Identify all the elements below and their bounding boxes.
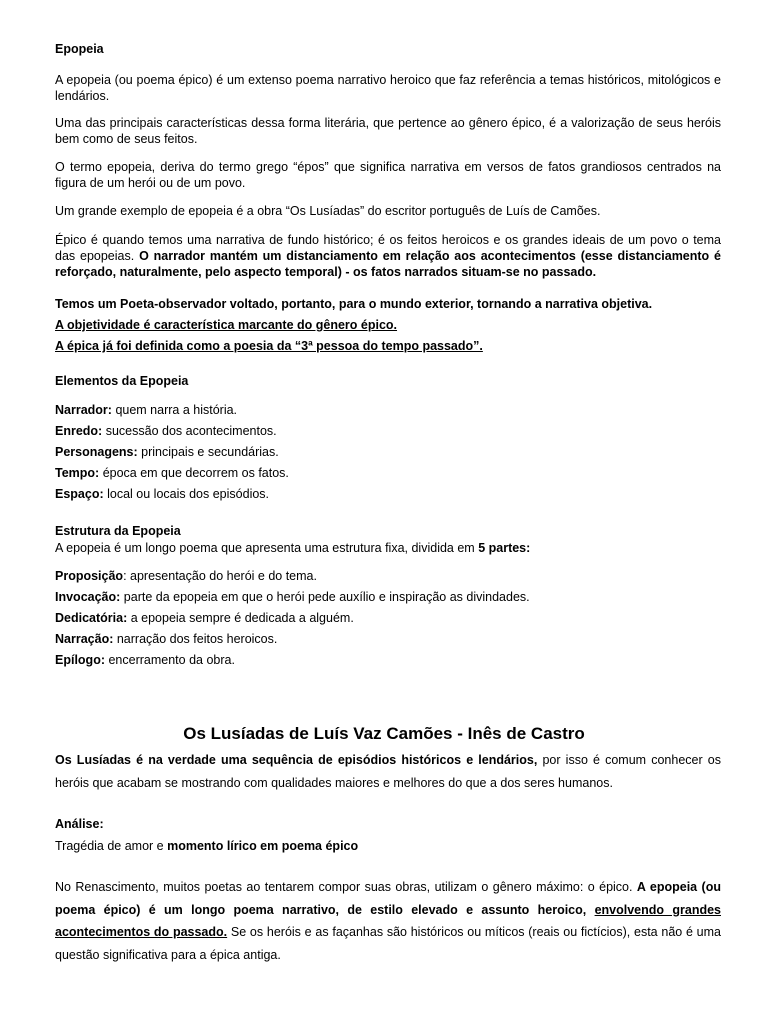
paragraph-renascimento xyxy=(55,876,721,966)
list-item xyxy=(55,631,721,652)
statement-definition xyxy=(55,338,721,354)
intro-text: A epopeia é um longo poema que apresenta uma estrutura fixa, dividida em xyxy=(55,541,479,555)
definition-text: A épica já foi definida como a poesia da “3ª pessoa do tempo passado”. xyxy=(55,339,483,353)
lusiadas-bold: Os Lusíadas é na verdade uma sequência de episódios históricos e lendários, xyxy=(55,753,538,767)
item-desc: parte da epopeia em que o herói pede auxílio e inspiração as divindades. xyxy=(120,590,530,604)
section-title-elementos: Elementos da Epopeia xyxy=(55,374,189,388)
estrutura-list xyxy=(55,568,721,673)
paragraph-epic xyxy=(55,232,721,280)
item-term: Invocação: xyxy=(55,590,121,604)
item-term: Proposição xyxy=(55,569,124,583)
paragraph-example: Um grande exemplo de epopeia é a obra “Os Lusíadas” do escritor português de Luís de Camões. xyxy=(55,204,601,218)
item-desc: época em que decorrem os fatos. xyxy=(99,466,289,480)
item-term: Dedicatória: xyxy=(55,611,128,625)
list-item xyxy=(55,652,721,673)
analise-plain: Tragédia de amor e xyxy=(55,839,168,853)
elementos-list xyxy=(55,402,721,507)
estrutura-intro xyxy=(55,540,721,556)
renascimento-rest: Se os heróis e as façanhas são históricos ou míticos (reais ou fictícios), esta não é uma questão significativa para a épica antiga. xyxy=(55,925,722,962)
item-desc: sucessão dos acontecimentos. xyxy=(102,424,277,438)
item-desc: quem narra a história. xyxy=(111,403,238,417)
paragraph-lusiadas xyxy=(55,749,721,794)
paragraph-characteristics: Uma das principais características dessa forma literária, que pertence ao gênero épico, é a valorização de seus heróis bem como de seus feitos. xyxy=(55,116,721,146)
item-term: Espaço: xyxy=(55,487,104,501)
item-term: Epílogo: xyxy=(55,653,105,667)
statement-objectivity xyxy=(55,317,721,333)
item-desc: : apresentação do herói e do tema. xyxy=(123,569,317,583)
epic-text: Épico é quando temos uma narrativa de fundo histórico; é os feitos heroicos e os grandes ideais de um povo o tema das epopeias. xyxy=(55,233,721,263)
list-item xyxy=(55,568,721,589)
item-desc: local ou locais dos episódios. xyxy=(103,487,270,501)
paragraph-definition: A epopeia (ou poema épico) é um extenso poema narrativo heroico que faz referência a temas históricos, mitológicos e lendários. xyxy=(55,73,721,103)
list-item xyxy=(55,486,721,507)
list-item xyxy=(55,423,721,444)
statement-poet-observer: Temos um Poeta-observador voltado, portanto, para o mundo exterior, tornando a narrativa objetiva. xyxy=(55,297,653,311)
list-item xyxy=(55,610,721,631)
list-item xyxy=(55,444,721,465)
heading-lusiadas: Os Lusíadas de Luís Vaz Camões - Inês de Castro xyxy=(183,724,585,743)
item-term: Personagens: xyxy=(55,445,138,459)
item-term: Narrador: xyxy=(55,403,112,417)
renascimento-bold: A epopeia (ou poema épico) é um longo poema narrativo, de estilo elevado e assunto heroico, xyxy=(55,880,721,917)
list-item xyxy=(55,465,721,486)
item-term: Enredo: xyxy=(55,424,103,438)
analise-label: Análise: xyxy=(55,817,104,831)
analise-text xyxy=(55,838,721,854)
analise-bold: momento lírico em poema épico xyxy=(167,839,359,853)
item-desc: principais e secundárias. xyxy=(137,445,279,459)
intro-bold: 5 partes: xyxy=(478,541,531,555)
list-item xyxy=(55,402,721,423)
list-item xyxy=(55,589,721,610)
epic-narrator-text: O narrador mantém um distanciamento em relação aos acontecimentos (esse distanciamento é reforçado, naturalmente, pelo aspecto temporal) - os fatos narrados situam-se no passado. xyxy=(55,249,721,279)
section-title-estrutura: Estrutura da Epopeia xyxy=(55,524,181,538)
paragraph-etymology: O termo epopeia, deriva do termo grego “épos” que significa narrativa em versos de fatos grandiosos centrados na figura de um herói ou de um povo. xyxy=(55,160,721,190)
renascimento-underlined: envolvendo grandes acontecimentos do passado. xyxy=(55,902,721,939)
section-title-epopeia: Epopeia xyxy=(55,42,104,56)
lusiadas-rest: por isso é comum conhecer os heróis que acabam se mostrando com qualidades maiores e melhores do que a dos seres humanos. xyxy=(55,753,721,790)
item-term: Tempo: xyxy=(55,466,100,480)
item-desc: a epopeia sempre é dedicada a alguém. xyxy=(127,611,354,625)
renascimento-text: No Renascimento, muitos poetas ao tentarem compor suas obras, utilizam o gênero máximo: o épico. xyxy=(55,880,637,894)
item-desc: narração dos feitos heroicos. xyxy=(113,632,278,646)
objectivity-text: A objetividade é característica marcante do gênero épico. xyxy=(55,318,398,332)
item-desc: encerramento da obra. xyxy=(105,653,235,667)
item-term: Narração: xyxy=(55,632,114,646)
